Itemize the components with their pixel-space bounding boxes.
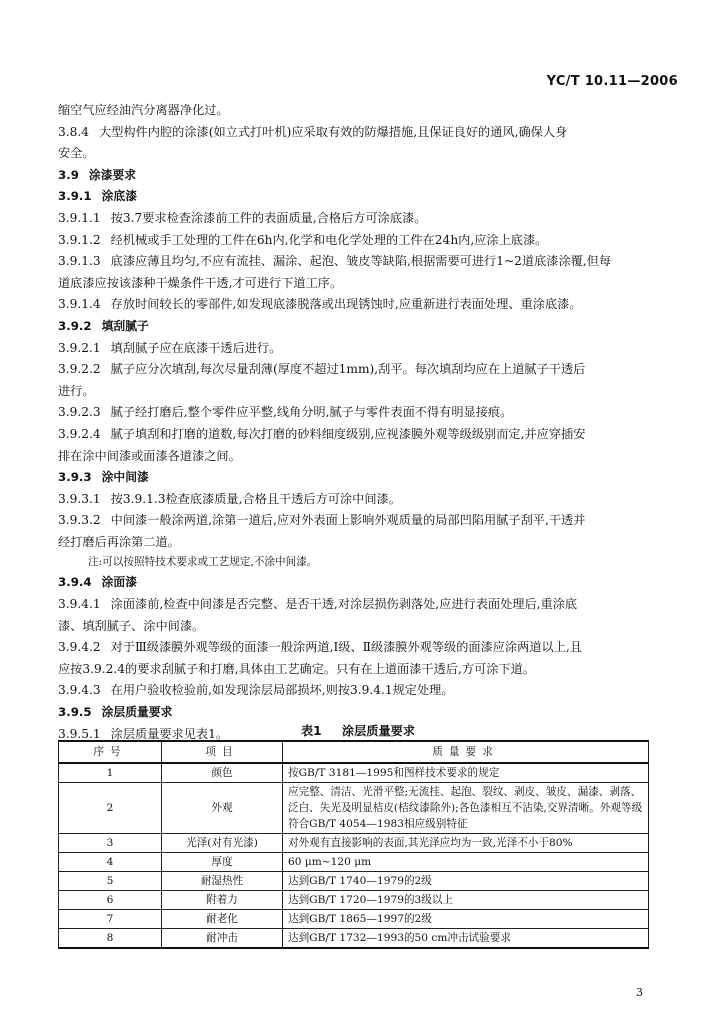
clause-number: 3.9.4.1 [58,597,101,612]
text-line [58,165,658,187]
text-line [58,251,658,273]
row-requirement: 60 μm~120 μm [283,853,649,872]
text-line [58,532,658,554]
note-line [58,553,658,572]
clause-number: 3.9.1 [58,189,92,204]
clause-number: 3.9.4 [58,575,92,590]
clause-number: 3.9.1.2 [58,232,101,247]
table-row [59,929,649,949]
row-requirement: 应完整、清洁、光滑平整;无流挂、起泡、裂纹、剥皮、皱皮、漏漆、剥落、泛白、失光及明显桔皮(桔纹漆除外);各色漆相互不沾染,交界清晰。外观等级符合GB/T 4054—1983相应级别特征 [283,783,649,834]
clause-text: 按3.9.1.3检查底漆质量,合格且干透后方可涂中间漆。 [110,491,401,506]
row-item: 耐冲击 [162,929,283,949]
row-number: 1 [59,763,162,783]
text-line [58,230,658,252]
header-item: 项目 [162,741,283,763]
row-item: 耐老化 [162,910,283,929]
clause-text: 涂中间漆 [101,470,149,485]
row-requirement: 对外观有直接影响的表面,其光泽应均为一致,光泽不小于80% [283,834,649,853]
clause-text: 中间漆一般涂两道,涂第一道后,应对外表面上影响外观质量的局部凹陷用腻子刮平,干透并 [110,513,586,528]
row-number: 8 [59,929,162,949]
clause-text: 填刮腻子 [101,318,149,333]
clause-text: 进行。 [58,383,95,398]
clause-number: 3.9.5 [58,705,92,720]
row-item: 外观 [162,783,283,834]
clause-text: 安全。 [58,146,95,161]
row-number: 5 [59,872,162,891]
clause-text: 应按3.9.2.4的要求刮腻子和打磨,具体由工艺确定。只有在上道面漆干透后,方可涂下道。 [58,661,535,676]
clause-number: 3.9.3.1 [58,491,101,506]
row-requirement: 达到GB/T 1865—1997的2级 [283,910,649,929]
row-requirement: 达到GB/T 1720—1979的3级以上 [283,891,649,910]
table-row [59,763,649,783]
clause-text: 填刮腻子应在底漆干透后进行。 [110,340,282,355]
text-line [58,359,658,381]
clause-number: 3.9.3.2 [58,513,101,528]
header-no: 序号 [59,741,162,763]
page-number: 3 [636,986,643,999]
clause-text: 涂漆要求 [88,167,137,182]
text-line [58,489,658,511]
clause-number: 3.9.2.1 [58,340,101,355]
clause-text: 底漆应薄且均匀,不应有流挂、漏涂、起泡、皱皮等缺陷,根据需要可进行1~2道底漆涂覆,但每 [110,254,612,269]
clause-text: 按3.7要求检查涂漆前工件的表面质量,合格后方可涂底漆。 [110,210,427,225]
table-row [59,910,649,929]
table-caption [58,722,658,739]
row-item: 光泽(对有光漆) [162,834,283,853]
text-line [58,424,658,446]
text-line [58,446,658,468]
clause-text: 缩空气应经油汽分离器净化过。 [58,103,229,117]
clause-text: 涂底漆 [101,189,137,204]
text-line [58,186,658,208]
table-row [59,783,649,834]
table-row [59,853,649,872]
clause-number: 3.8.4 [58,124,90,139]
row-item: 附着力 [162,891,283,910]
clause-number: 3.9.5.1 [58,726,101,741]
table-caption-label: 表1 [300,724,322,738]
clause-text: 道底漆应按该漆种干燥条件干透,才可进行下道工序。 [58,275,343,290]
clause-text: 经机械或手工处理的工件在6h内,化学和电化学处理的工件在24h内,应涂上底漆。 [110,232,548,247]
body-text [58,100,658,745]
row-item: 厚度 [162,853,283,872]
text-line [58,402,658,424]
clause-number: 3.9.4.3 [58,683,101,698]
row-requirement: 达到GB/T 1740—1979的2级 [283,872,649,891]
clause-number: 3.9.1.1 [58,210,101,225]
clause-text: 腻子应分次填刮,每次尽量刮薄(厚度不超过1mm),刮平。每次填刮均应在上道腻子干透后 [110,362,586,377]
table-row [59,891,649,910]
text-line [58,381,658,403]
clause-number: 3.9.2.4 [58,426,101,441]
row-number: 7 [59,910,162,929]
clause-text: 涂层质量要求见表1。 [110,726,229,741]
clause-number: 3.9.2.2 [58,362,101,377]
text-line [58,338,658,360]
text-line [58,616,658,638]
text-line [58,702,658,724]
clause-number: 3.9 [58,167,79,182]
text-line [58,294,658,316]
row-item: 颜色 [162,763,283,783]
row-number: 2 [59,783,162,834]
clause-text: 涂面漆 [101,575,137,590]
clause-text: 排在涂中间漆或面漆各道漆之间。 [58,448,241,463]
row-requirement: 达到GB/T 1732—1993的50 cm冲击试验要求 [283,929,649,949]
clause-text: 腻子填刮和打磨的道数,每次打磨的砂料细度级别,应视漆膜外观等级级别而定,并应穿插安 [110,426,586,441]
row-requirement: 按GB/T 3181—1995和图样技术要求的规定 [283,763,649,783]
header-requirement: 质量要求 [283,741,649,763]
clause-number: 3.9.2.3 [58,405,101,420]
clause-text: 经打磨后再涂第二道。 [58,534,180,549]
clause-text: 注:可以按照特技术要求或工艺规定,不涂中间漆。 [88,556,318,569]
clause-text: 涂面漆前,检查中间漆是否完整、是否干透,对涂层损伤剥落处,应进行表面处理后,重涂底 [110,597,578,612]
clause-text: 存放时间较长的零部件,如发现底漆脱落或出现锈蚀时,应重新进行表面处理、重涂底漆。 [110,297,582,312]
clause-number: 3.9.3 [58,470,92,485]
row-number: 6 [59,891,162,910]
table-row [59,834,649,853]
clause-text: 大型构件内腔的涂漆(如立式打叶机)应采取有效的防爆措施,且保证良好的通风,确保人身 [99,124,568,139]
text-line [58,316,658,338]
clause-number: 3.9.1.3 [58,254,101,269]
text-line [58,680,658,702]
text-line [58,143,658,165]
table-header-row [59,741,649,763]
row-item: 耐湿热性 [162,872,283,891]
clause-text: 漆、填刮腻子、涂中间漆。 [58,618,205,633]
clause-text: 腻子经打磨后,整个零件应平整,线角分明,腻子与零件表面不得有明显接痕。 [110,405,513,420]
clause-number: 3.9.4.2 [58,640,101,655]
text-line [58,594,658,616]
text-line [58,572,658,594]
text-line [58,467,658,489]
table-caption-title: 涂层质量要求 [341,724,416,738]
clause-text: 涂层质量要求 [101,705,173,720]
text-line [58,208,658,230]
text-line [58,273,658,295]
text-line [58,100,658,122]
text-line [58,637,658,659]
clause-text: 对于Ⅲ级漆膜外观等级的面漆一般涂两道,Ⅰ级、Ⅱ级漆膜外观等级的面漆应涂两道以上,且 [110,640,582,655]
text-line [58,122,658,144]
table-row [59,872,649,891]
text-line [58,659,658,681]
clause-text: 在用户验收检验前,如发现涂层局部损坏,则按3.9.4.1规定处理。 [110,683,454,698]
row-number: 4 [59,853,162,872]
standard-code: YC/T 10.11—2006 [546,74,678,89]
text-line [58,510,658,532]
row-number: 3 [59,834,162,853]
quality-table [58,740,649,949]
clause-number: 3.9.1.4 [58,297,101,312]
clause-number: 3.9.2 [58,318,92,333]
